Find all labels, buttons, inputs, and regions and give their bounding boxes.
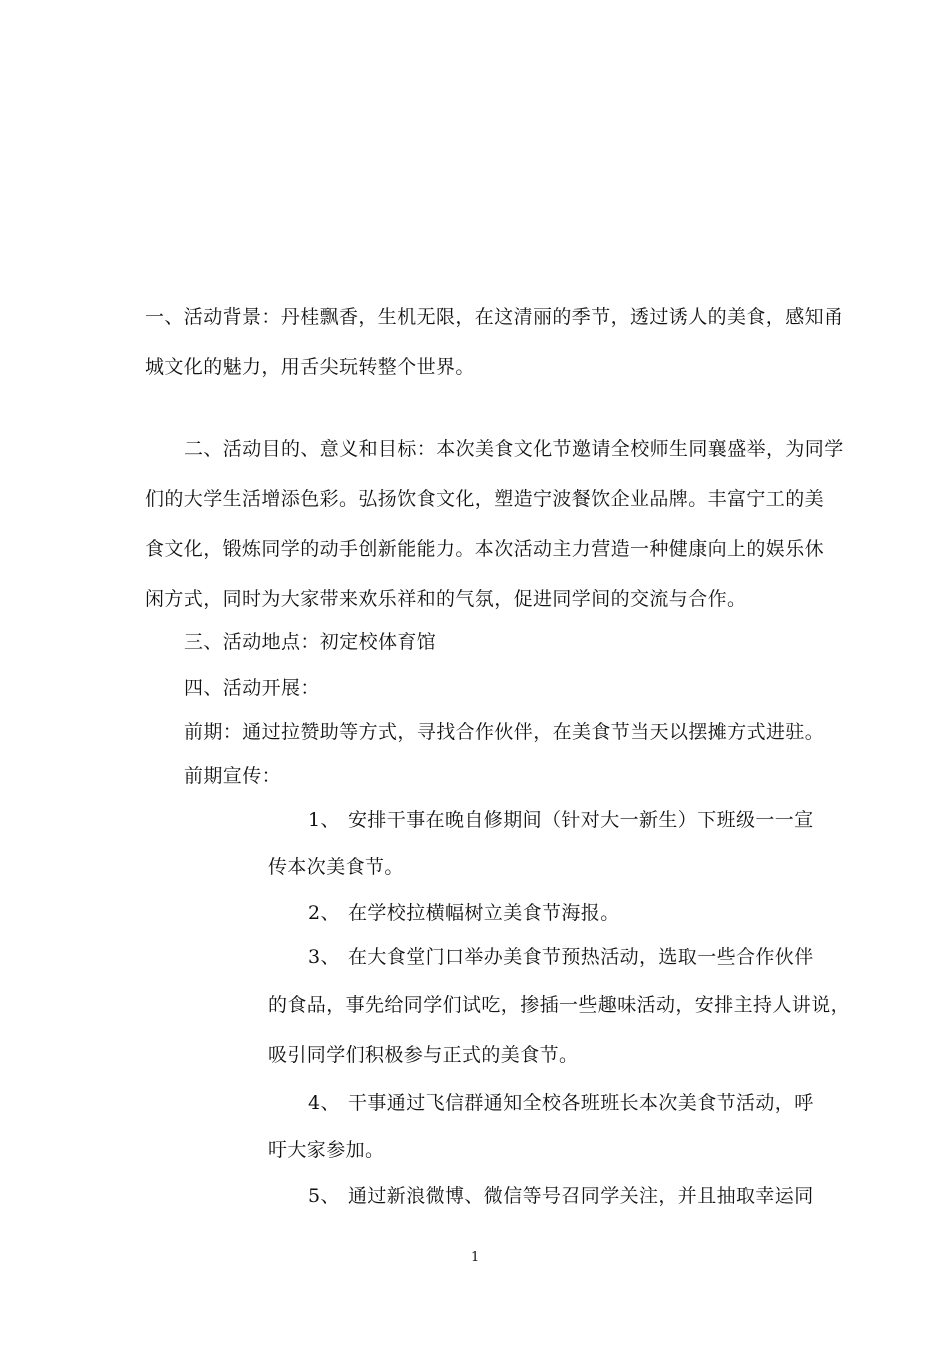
goals-line-3: 食文化，锻炼同学的动手创新能能力。本次活动主力营造一种健康向上的娱乐休 (145, 538, 825, 560)
promo-item-3-line-1: 在大食堂门口举办美食节预热活动，选取一些合作伙伴 (348, 946, 814, 968)
background-line-1: 一、活动背景：丹桂飘香，生机无限，在这清丽的季节，透过诱人的美食，感知甬 (145, 306, 844, 328)
promo-item-3-number: 3、 (308, 946, 340, 968)
promo-item-1-number: 1、 (308, 809, 340, 831)
early-stage-line: 前期：通过拉赞助等方式，寻找合作伙伴，在美食节当天以摆摊方式进驻。 (184, 721, 825, 743)
promo-item-2-number: 2、 (308, 902, 340, 924)
promo-item-2-line-1: 在学校拉横幅树立美食节海报。 (348, 902, 620, 924)
promo-item-3-line-3: 吸引同学们积极参与正式的美食节。 (268, 1044, 579, 1066)
promo-heading: 前期宣传： (184, 765, 282, 787)
development-heading: 四、活动开展： (184, 677, 320, 699)
promo-item-4-number: 4、 (308, 1092, 340, 1114)
background-line-2: 城文化的魅力，用舌尖玩转整个世界。 (145, 356, 475, 378)
goals-line-1: 二、活动目的、意义和目标：本次美食文化节邀请全校师生同襄盛举，为同学 (184, 438, 844, 460)
promo-item-5-line-1: 通过新浪微博、微信等号召同学关注，并且抽取幸运同 (348, 1185, 814, 1207)
promo-item-5-number: 5、 (308, 1185, 340, 1207)
goals-line-4: 闲方式，同时为大家带来欢乐祥和的气氛，促进同学间的交流与合作。 (145, 588, 747, 610)
promo-item-1-line-1: 安排干事在晚自修期间（针对大一新生）下班级一一宣 (348, 809, 814, 831)
goals-line-2: 们的大学生活增添色彩。弘扬饮食文化，塑造宁波餐饮企业品牌。丰富宁工的美 (145, 488, 825, 510)
promo-item-4-line-2: 吁大家参加。 (268, 1139, 385, 1161)
promo-item-3-line-2: 的食品，事先给同学们试吃，掺插一些趣味活动，安排主持人讲说， (268, 994, 851, 1016)
promo-item-1-line-2: 传本次美食节。 (268, 856, 404, 878)
page-number: 1 (471, 1250, 480, 1265)
promo-item-4-line-1: 干事通过飞信群通知全校各班班长本次美食节活动，呼 (348, 1092, 814, 1114)
location-line: 三、活动地点：初定校体育馆 (184, 631, 437, 653)
